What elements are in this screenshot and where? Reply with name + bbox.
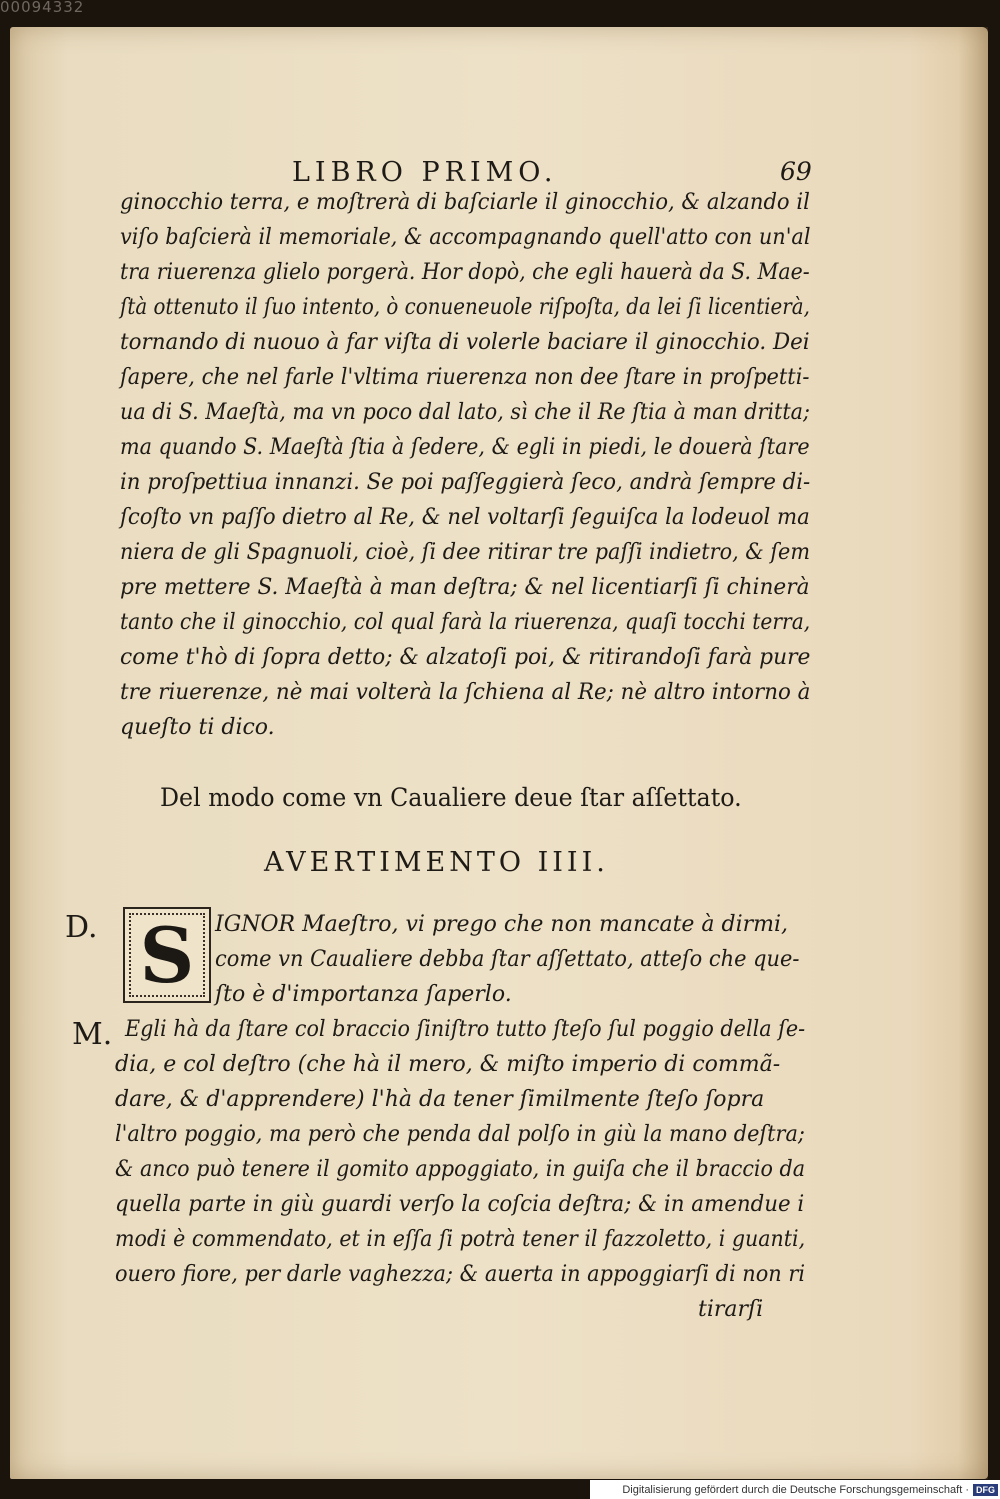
body-line: tanto che il ginocchio, col qual farà la riuerenza, quaſi tocchi terra, (120, 610, 811, 635)
catchword: tirarſi (698, 1297, 764, 1322)
running-head: LIBRO PRIMO. (292, 157, 558, 188)
book-page (10, 27, 988, 1479)
dialogue-d-line: ſto è d'importanza ſaperlo. (215, 982, 512, 1007)
body-line: ginocchio terra, e moſtrerà di baſciarle il ginocchio, & alzando il (120, 190, 810, 215)
body-line: ma quando S. Maeſtà ſtia à ſedere, & egli in piedi, le douerà ſtare (120, 435, 810, 460)
dialogue-m-line: dia, e col deſtro (che hà il mero, & miſto imperio di commã- (115, 1052, 781, 1077)
body-line: pre mettere S. Maeſtà à man deſtra; & nel licentiarſi ſi chinerà (120, 575, 810, 600)
section-title: Del modo come vn Caualiere deue ſtar aſſettato. (160, 783, 742, 812)
body-line: in proſpettiua innanzi. Se poi paſſeggierà ſeco, andrà ſempre di- (120, 470, 811, 495)
body-line: viſo baſcierà il memoriale, & accompagnando quell'atto con un'al (120, 225, 811, 250)
body-line: niera de gli Spagnuoli, cioè, ſi dee ritirar tre paſſi indietro, & ſem (120, 540, 811, 565)
dfg-logo: DFG (973, 1484, 998, 1496)
dialogue-m-line: quella parte in giù guardi verſo la coſcia deſtra; & in amendue i (115, 1192, 805, 1217)
dialogue-m-line: Egli hà da ſtare col braccio ſiniſtro tutto ſteſo ſul poggio della ſe- (125, 1017, 806, 1042)
body-line: come t'hò di ſopra detto; & alzatoſi poi, & ritirandoſi farà pure (120, 645, 811, 670)
dialogue-d-line: come vn Caualiere debba ſtar aſſettato, atteſo che que- (215, 947, 800, 972)
dialogue-m-line: & anco può tenere il gomito appoggiato, in guiſa che il braccio da (115, 1157, 806, 1182)
dialogue-m-line: l'altro poggio, ma però che penda dal polſo in giù la mano deſtra; (115, 1122, 805, 1147)
body-line: tra riuerenza glielo porgerà. Hor dopò, che egli hauerà da S. Mae- (120, 260, 810, 285)
page-number: 69 (780, 157, 812, 186)
dialogue-m-line: dare, & d'apprendere) l'hà da tener ſimilmente ſteſo ſopra (115, 1087, 765, 1112)
ornamental-drop-cap (123, 907, 211, 1003)
dialogue-d-line: IGNOR Maeſtro, vi prego che non mancate à dirmi, (215, 912, 789, 937)
body-line: ſtà ottenuto il ſuo intento, ò conueneuole riſpoſta, da lei ſi licentierà, (120, 295, 810, 320)
chapter-heading: AVERTIMENTO IIII. (264, 847, 609, 878)
body-line: tornando di nuouo à far viſta di volerle baciare il ginocchio. Dei (120, 330, 810, 355)
funding-note: Digitalisierung gefördert durch die Deutsche Forschungsgemeinschaft · (622, 1483, 969, 1496)
speaker-label-m: M. (72, 1017, 113, 1052)
body-line: ſcoſto vn paſſo dietro al Re, & nel voltarſi ſeguiſca la lodeuol ma (120, 505, 810, 530)
dialogue-m-line: ouero fiore, per darle vaghezza; & auerta in appoggiarſi di non ri (115, 1262, 806, 1287)
dialogue-m-line: modi è commendato, et in eſſa ſi potrà tener il fazzoletto, i guanti, (115, 1227, 806, 1252)
funding-footer (590, 1480, 1000, 1499)
body-line: queſto ti dico. (120, 715, 275, 740)
drop-cap-letter: S (139, 910, 195, 1000)
scan-id: 00094332 (0, 0, 85, 16)
body-line: ua di S. Maeſtà, ma vn poco dal lato, sì che il Re ſtia à man dritta; (120, 400, 810, 425)
body-line: tre riuerenze, nè mai volterà la ſchiena al Re; nè altro intorno à (120, 680, 811, 705)
body-line: ſapere, che nel farle l'vltima riuerenza non dee ſtare in proſpetti- (120, 365, 810, 390)
speaker-label-d: D. (65, 910, 98, 945)
